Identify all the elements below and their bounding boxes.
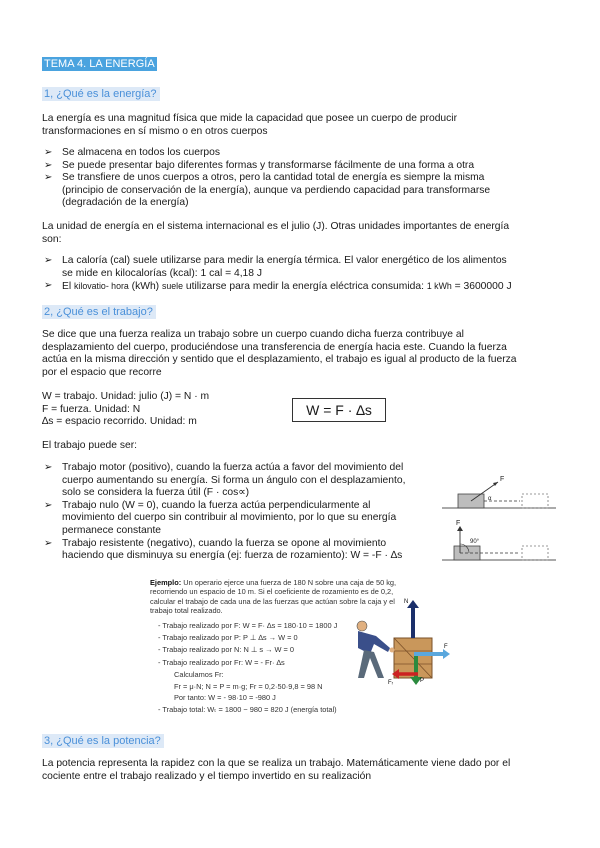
worker-legs <box>358 650 384 678</box>
force-label: F <box>456 520 461 527</box>
example-line: Fr = μ·N; N = P = m·g; Fr = 0,2·50·9,8 = 98 N <box>174 681 323 691</box>
text-line: por el espacio que recorre <box>42 366 162 378</box>
example-line: - Trabajo total: Wₜ = 1800 − 980 = 820 J (energía total) <box>158 705 337 715</box>
potencia-definition <box>42 758 558 783</box>
work-types-list <box>44 462 444 563</box>
list-item-text: (principio de conservación de la energía), aunque va perdiendo capacidad para transformarse <box>62 184 491 196</box>
text-line: actúa en la misma dirección y sentido que el desplazamiento, el trabajo es igual al producto de la fuerza <box>42 354 517 366</box>
list-item-text: cuerpo aumentando su energía. Si forma un ángulo con el desplazamiento, <box>62 474 406 486</box>
energy-units-intro <box>42 221 558 246</box>
angle-label: 90° <box>470 539 480 545</box>
energy-units-list <box>44 255 560 294</box>
text-line: cociente entre el trabajo realizado y el tiempo invertido en su realización <box>42 770 372 782</box>
example-line: - Trabajo realizado por P: P ⊥ ∆s → W = 0 <box>158 633 298 643</box>
arrowhead-icon <box>407 600 419 608</box>
text-fragment: El <box>62 281 75 293</box>
list-item-text: Trabajo resistente (negativo), cuando la fuerza se opone al movimiento <box>62 537 387 549</box>
text-line: Se dice que una fuerza realiza un trabajo sobre un cuerpo cuando dicha fuerza contribuye al <box>42 329 464 340</box>
list-item-text: Se puede presentar bajo diferentes formas y transformarse fácilmente de una forma a otra <box>62 159 475 171</box>
force-label: F <box>500 476 505 483</box>
list-item-text: Se transfiere de unos cuerpos a otros, pero la cantidad total de energía es siempre la misma <box>62 172 485 184</box>
formula-definitions <box>42 391 302 429</box>
list-item <box>44 160 560 173</box>
heading-potencia: 3, ¿Qué es la potencia? <box>42 734 164 748</box>
list-item-text: Trabajo nulo (W = 0), cuando la fuerza actúa perpendicularmente al <box>62 499 371 511</box>
list-item-text: movimiento del cuerpo sin contribuir al movimiento, por lo que su energía <box>62 512 397 524</box>
motor-work-diagram <box>440 472 558 514</box>
worker-hand <box>390 648 395 653</box>
list-item <box>44 280 560 294</box>
example-line: - Trabajo realizado por F: W = F· ∆s = 180·10 = 1800 J <box>158 620 338 630</box>
text-fragment: 1 kWh <box>426 281 452 292</box>
work-formula-box: W = F · ∆s <box>292 398 386 422</box>
text-line: recorriendo un espacio de 10 m. Si el coeficiente de rozamiento es de 0,2, <box>150 587 394 597</box>
text-line: transformaciones en sí mismo o en otros cuerpos <box>42 125 268 137</box>
energia-properties-list <box>44 147 560 210</box>
list-item-text: La caloría (cal) suele utilizarse para medir la energía térmica. El valor energético de los alimentos <box>62 255 507 266</box>
arrow-bullet-icon: ➢ <box>44 172 53 184</box>
work-types-intro: El trabajo puede ser: <box>42 440 138 451</box>
heading-trabajo: 2, ¿Qué es el trabajo? <box>42 305 156 319</box>
list-item-text: haciendo que disminuya su energía (ej: fuerza de rozamiento): W = -F · ∆s <box>62 550 403 562</box>
list-item-text: Se almacena en todos los cuerpos <box>62 147 220 158</box>
force-arrow <box>471 482 498 501</box>
arrow-bullet-icon: ➢ <box>44 280 53 292</box>
text-line: calcular el trabajo de cada una de las fuerzas que actúan sobre la caja y el <box>150 596 395 606</box>
arrow-bullet-icon: ➢ <box>44 462 53 473</box>
null-work-diagram <box>440 518 558 566</box>
arrow-bullet-icon: ➢ <box>44 147 53 158</box>
text-fragment: = 3600000 J <box>451 281 512 293</box>
list-item-text: Trabajo motor (positivo), cuando la fuerza actúa a favor del movimiento del <box>62 462 404 473</box>
example-statement <box>150 578 460 587</box>
normal-force-label: N <box>404 599 409 605</box>
example-line: Calculamos Fr: <box>174 670 224 680</box>
definition-line: W = trabajo. Unidad: julio (J) = N · m <box>42 391 210 402</box>
arrow-bullet-icon: ➢ <box>44 499 53 511</box>
list-item-text: (degradación de la energía) <box>62 197 189 209</box>
example-line: Por tanto: W = - 98·10 = -980 J <box>174 693 276 703</box>
example-line: - Trabajo realizado por Fr: W = - Fr· ∆s <box>158 657 285 667</box>
text-line: desplazamiento del cuerpo, produciéndose una transferencia de energía hacia este. Cuando la fuerza <box>42 341 507 353</box>
text-line: son: <box>42 233 62 245</box>
definition-line: ∆s = espacio recorrido. Unidad: m <box>42 416 197 428</box>
text-fragment: (kWh) <box>128 281 162 293</box>
list-item <box>44 538 444 563</box>
box-final-shape <box>522 546 548 560</box>
example-label: Ejemplo: <box>150 578 182 587</box>
energia-definition <box>42 113 558 138</box>
example-line: - Trabajo realizado por N: N ⊥ s → W = 0 <box>158 645 295 655</box>
list-item <box>44 500 444 538</box>
list-item <box>44 255 560 280</box>
text-line: Un operario ejerce una fuerza de 180 N sobre una caja de 50 kg, <box>181 578 397 587</box>
list-item <box>44 172 560 210</box>
worker-head <box>357 621 367 631</box>
definition-line: F = fuerza. Unidad: N <box>42 403 141 415</box>
box-final-shape <box>522 494 548 508</box>
arrow-bullet-icon: ➢ <box>44 255 53 266</box>
heading-energia: 1, ¿Qué es la energía? <box>42 87 160 101</box>
list-item-text: permanece constante <box>62 524 162 536</box>
worker-pushing-crate-illustration <box>344 598 454 686</box>
text-line: La unidad de energía en el sistema internacional es el julio (J). Otras unidades importantes de energía <box>42 221 510 232</box>
angle-label: α <box>488 496 492 502</box>
text-fragment: kilovatio- hora <box>74 281 129 292</box>
text-fragment: utilizarse para medir la energía eléctrica consumida: <box>183 281 427 293</box>
arrow-bullet-icon: ➢ <box>44 537 53 549</box>
arrowhead-icon <box>443 649 450 659</box>
list-item <box>44 462 444 500</box>
friction-force-label: Fᵣ <box>388 680 394 686</box>
trabajo-definition <box>42 329 558 379</box>
weight-force-label: P <box>420 678 425 684</box>
arrow-bullet-icon: ➢ <box>44 159 53 171</box>
list-item-text: se mide en kilocalorías (kcal): 1 cal = 4,18 J <box>62 267 263 279</box>
document-title: TEMA 4. LA ENERGÍA <box>44 58 155 70</box>
text-line: La energía es una magnitud física que mide la capacidad que posee un cuerpo de producir <box>42 113 458 124</box>
worker-body <box>358 631 390 654</box>
list-item <box>44 147 560 160</box>
applied-force-label: F <box>444 644 448 650</box>
text-line: trabajo total realizado. <box>150 606 223 616</box>
list-item-text: solo se considera la fuerza útil (F · cos∝) <box>62 487 250 499</box>
text-fragment: suele <box>161 281 184 292</box>
text-line: La potencia representa la rapidez con la que se realiza un trabajo. Matemáticamente viene dado por el <box>42 758 511 769</box>
